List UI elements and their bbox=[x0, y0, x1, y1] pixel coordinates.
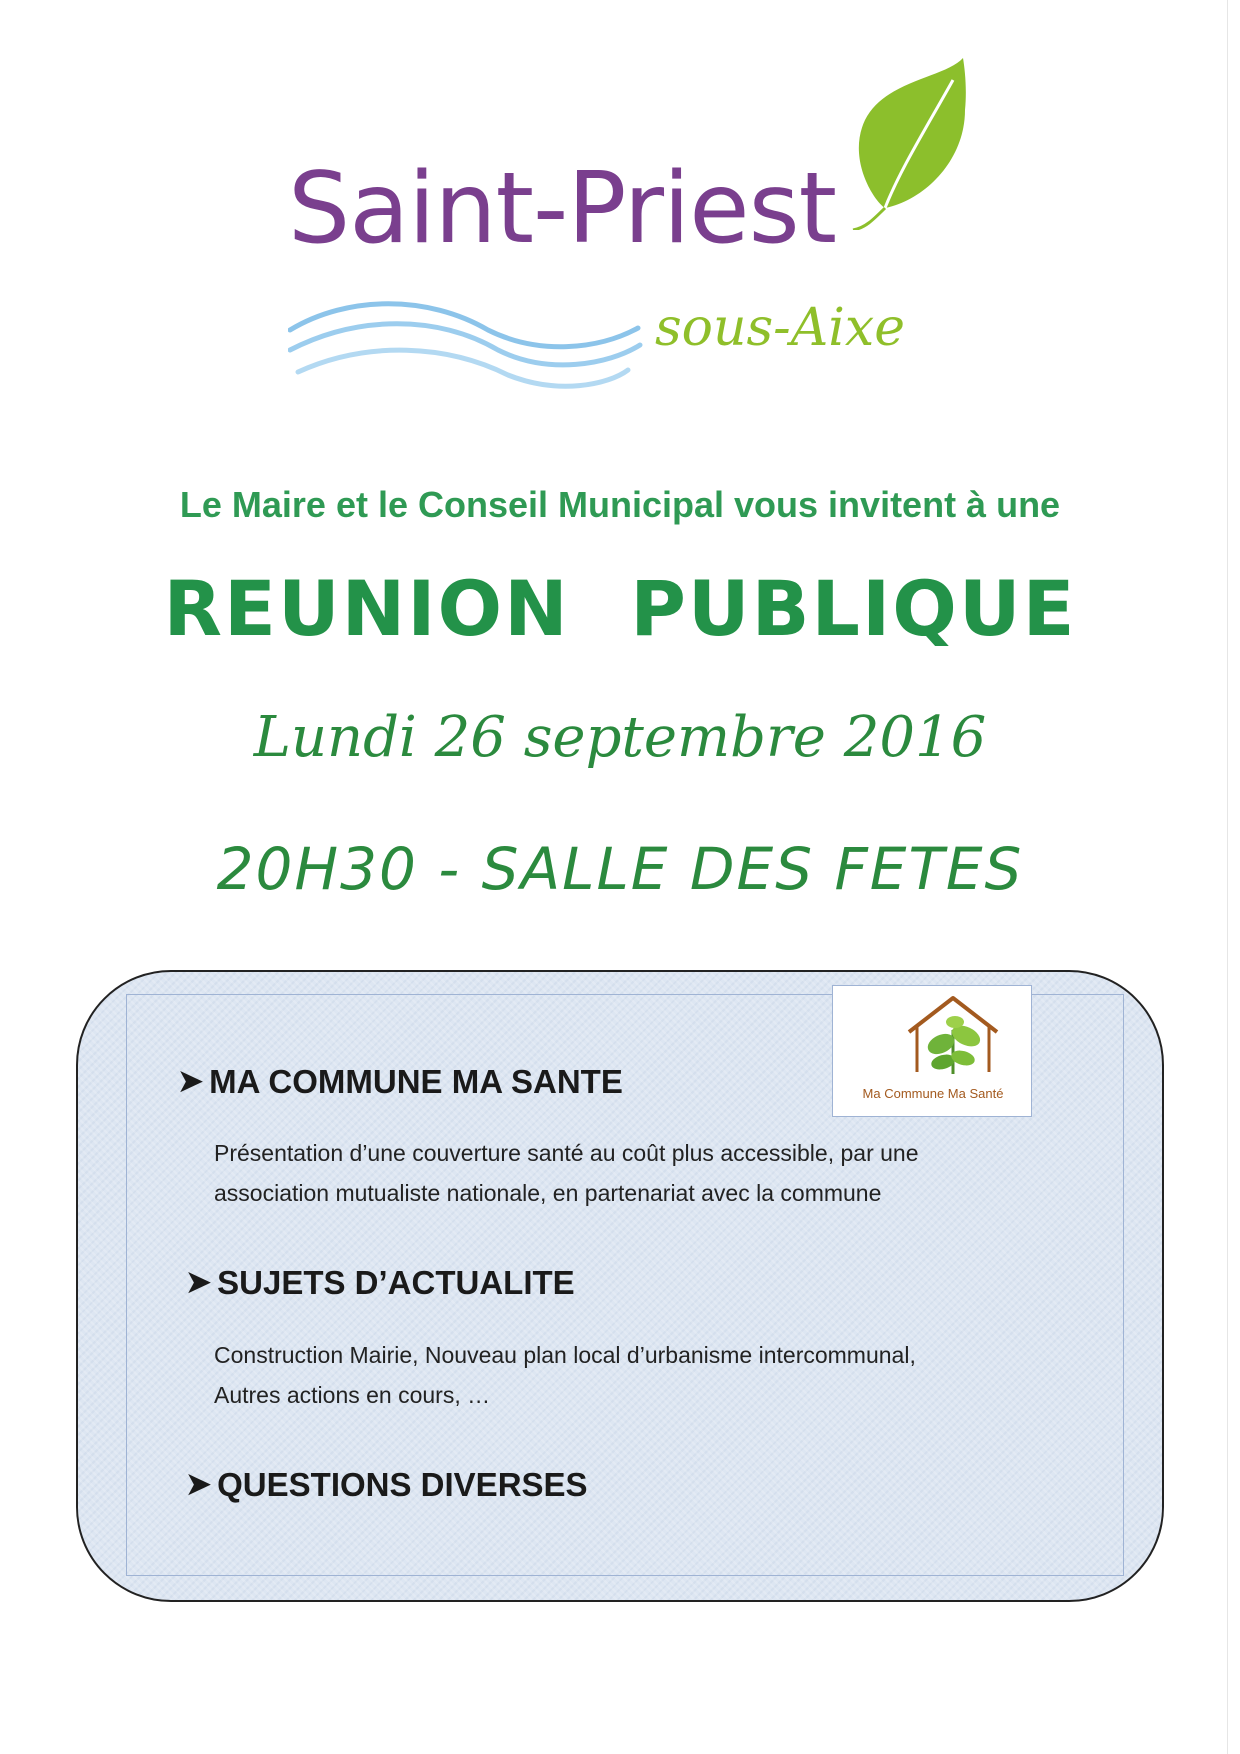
arrow-bullet-icon: ➤ bbox=[186, 1266, 212, 1299]
agenda-item-description: Présentation d’une couverture santé au coût plus accessible, par une association mutualiste nationale, en partenariat avec la commune bbox=[214, 1140, 919, 1206]
leaf-icon bbox=[825, 50, 975, 230]
logo-main-text: Saint-Priest bbox=[288, 152, 837, 266]
event-time-place: 20H30 - SALLE DES FETES bbox=[216, 835, 1024, 903]
agenda-item-title: ➤ QUESTIONS DIVERSES bbox=[186, 1466, 588, 1503]
arrow-bullet-icon: ➤ bbox=[178, 1065, 204, 1098]
ma-commune-ma-sante-badge bbox=[832, 985, 1032, 1117]
badge-label: Ma Commune Ma Santé bbox=[862, 1086, 1004, 1101]
logo-sub-text: sous-Aixe bbox=[655, 298, 906, 358]
municipality-logo bbox=[270, 40, 970, 400]
house-plant-icon bbox=[903, 992, 1003, 1080]
invitation-line: Le Maire et le Conseil Municipal vous invitent à une bbox=[179, 484, 1061, 525]
event-date: Lundi 26 septembre 2016 bbox=[253, 705, 987, 770]
agenda-item-description: Construction Mairie, Nouveau plan local d’urbanisme intercommunal, Autres actions en cours, … bbox=[214, 1342, 916, 1408]
waves-icon bbox=[288, 290, 648, 420]
arrow-bullet-icon: ➤ bbox=[186, 1468, 212, 1501]
event-title: REUNION PUBLIQUE bbox=[163, 564, 1077, 653]
agenda-item-title: ➤ MA COMMUNE MA SANTE bbox=[178, 1063, 623, 1100]
agenda-item-title: ➤ SUJETS D’ACTUALITE bbox=[186, 1264, 575, 1301]
